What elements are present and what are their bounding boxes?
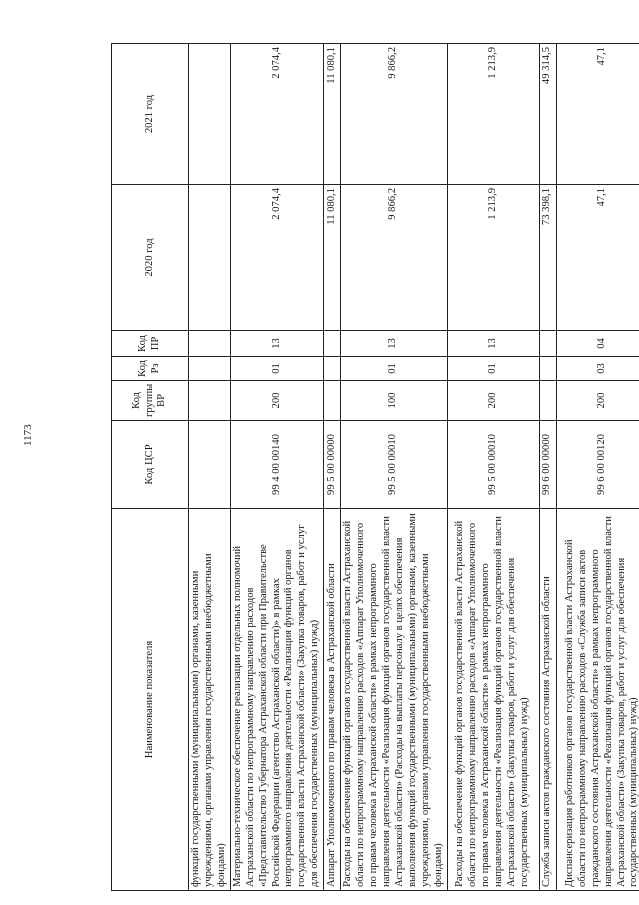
row-2020 (189, 185, 231, 331)
row-vr: 100 (341, 381, 447, 421)
row-rz: 03 (556, 357, 639, 381)
row-csr: 99 5 00 00000 (324, 421, 341, 509)
row-name: Расходы на обеспечение функций органов государственной власти Астраханской области по непрограммному направлению расходов «Аппарат Уполномоченного по правам человека в Астраханской области» в рамках непрограммного направления деятельности «Реализация функций органов государственной власти Астраханской области» (Расходы на выплаты персоналу в целях обеспечения выполнения функций государственными (муниципальными) органами, казенными учреждениями, органами управления государственными внебюджетными фондами) (341, 509, 447, 891)
table-row (189, 44, 231, 891)
row-2021 (189, 44, 231, 185)
header-pr: Код ПР (112, 331, 189, 357)
row-rz: 01 (341, 357, 447, 381)
row-vr: 200 (447, 381, 539, 421)
header-name: Наименование показателя (112, 509, 189, 891)
header-rz: Код Рз (112, 357, 189, 381)
row-pr (539, 331, 556, 357)
row-rz: 01 (447, 357, 539, 381)
header-2020: 2020 год (112, 185, 189, 331)
row-2021: 47,1 (556, 44, 639, 185)
row-rz (539, 357, 556, 381)
row-2021: 2 074,4 (230, 44, 323, 185)
row-pr: 13 (230, 331, 323, 357)
row-2020: 47,1 (556, 185, 639, 331)
row-csr: 99 6 00 00000 (539, 421, 556, 509)
row-rz: 01 (230, 357, 323, 381)
row-pr (324, 331, 341, 357)
row-name: Диспансеризация работников органов государственной власти Астраханской области по непрограммному направлению расходов «Служба записи актов гражданского состояния Астраханской области» в рамках непрограммного направления деятельности «Реализация функций органов государственной власти Астраханской области» (Закупка товаров, работ и услуг для обеспечения государственных (муниципальных) нужд) (556, 509, 639, 891)
row-vr (189, 381, 231, 421)
row-vr (324, 381, 341, 421)
row-csr: 99 4 00 00140 (230, 421, 323, 509)
row-vr: 200 (556, 381, 639, 421)
row-name: Аппарат Уполномоченного по правам человека в Астраханской области (324, 509, 341, 891)
row-2021: 11 080,1 (324, 44, 341, 185)
row-name: Расходы на обеспечение функций органов государственной власти Астраханской области по непрограммному направлению расходов «Аппарат Уполномоченного по правам человека в Астраханской области» в рамках непрограммного направления деятельности «Реализация функций органов государственной власти Астраханской области» (Закупка товаров, работ и услуг для обеспечения государственных (муниципальных) нужд) (447, 509, 539, 891)
row-name: Материально-техническое обеспечение реализации отдельных полномочий Астраханской области по непрограммному направлению расходов «Представительство Губернатора Астраханской области при Правительстве Российской Федерации (агентство Астраханской области)» в рамках непрограммного направления деятельности «Реализация функций органов государственной власти Астраханской области» (Закупка товаров, работ и услуг для обеспечения государственных (муниципальных) нужд) (230, 509, 323, 891)
row-name: Служба записи актов гражданского состояния Астраханской области (539, 509, 556, 891)
row-pr: 13 (341, 331, 447, 357)
row-2021: 1 213,9 (447, 44, 539, 185)
row-2020: 73 398,1 (539, 185, 556, 331)
page-number: 1173 (22, 424, 34, 446)
row-csr: 99 6 00 00120 (556, 421, 639, 509)
row-vr: 200 (230, 381, 323, 421)
table-row (539, 44, 556, 891)
row-rz (189, 357, 231, 381)
row-name: функций государственными (муниципальными) органами, казенными учреждениями, органами управления государственными внебюджетными фондами) (189, 509, 231, 891)
row-2021: 9 866,2 (341, 44, 447, 185)
table-row (230, 44, 323, 891)
row-pr: 04 (556, 331, 639, 357)
table-row (447, 44, 539, 891)
row-rz (324, 357, 341, 381)
row-2021: 49 314,5 (539, 44, 556, 185)
row-pr (189, 331, 231, 357)
header-2021: 2021 год (112, 44, 189, 185)
budget-table (111, 43, 639, 891)
table-row (324, 44, 341, 891)
row-csr (189, 421, 231, 509)
row-csr: 99 5 00 00010 (341, 421, 447, 509)
row-2020: 1 213,9 (447, 185, 539, 331)
table-row (341, 44, 447, 891)
row-2020: 11 080,1 (324, 185, 341, 331)
row-csr: 99 5 00 00010 (447, 421, 539, 509)
row-vr (539, 381, 556, 421)
table-header-row (112, 44, 189, 891)
header-vr: Код группы ВР (112, 381, 189, 421)
row-2020: 9 866,2 (341, 185, 447, 331)
row-pr: 13 (447, 331, 539, 357)
row-2020: 2 074,4 (230, 185, 323, 331)
rotated-table-container (111, 44, 639, 891)
header-csr: Код ЦСР (112, 421, 189, 509)
table-row (556, 44, 639, 891)
